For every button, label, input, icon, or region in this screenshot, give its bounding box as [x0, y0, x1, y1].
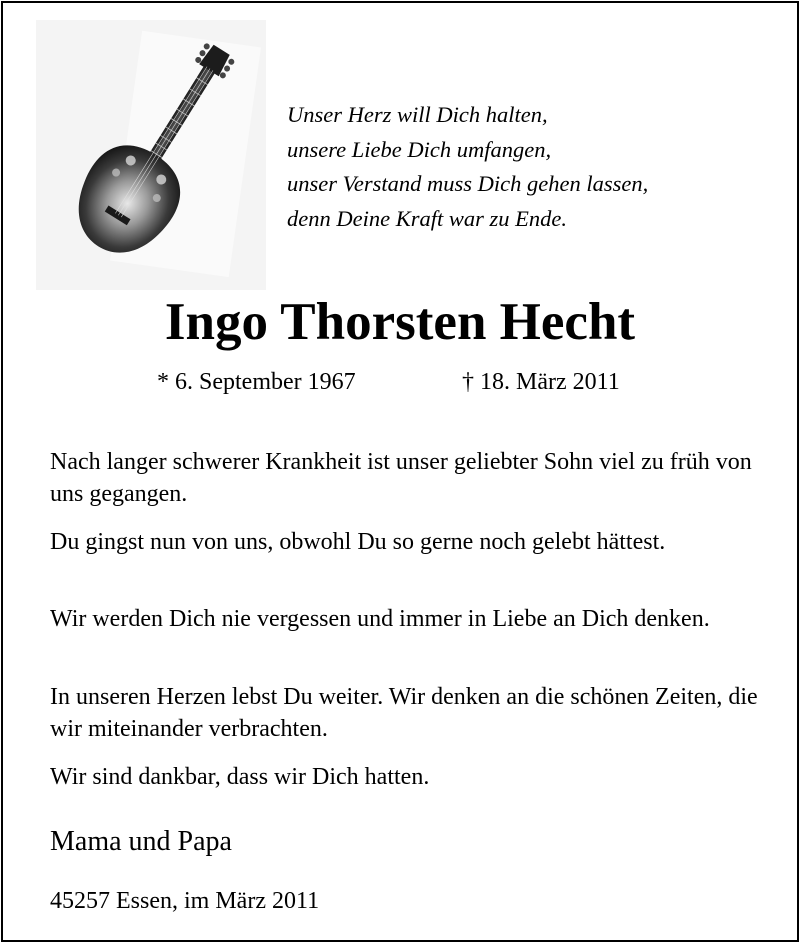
poem-verse — [287, 98, 648, 236]
place-date: 45257 Essen, im März 2011 — [50, 888, 320, 914]
poem-line: Unser Herz will Dich halten, — [287, 102, 548, 127]
deceased-name: Ingo Thorsten Hecht — [164, 293, 636, 351]
paragraph: Du gingst nun von uns, obwohl Du so gerne noch gelebt hättest. — [50, 529, 666, 555]
paragraph: In unseren Herzen lebst Du weiter. Wir denken an die schönen Zeiten, die wir miteinander verbrachten. — [50, 684, 758, 742]
guitar-icon — [36, 20, 266, 290]
birth-date: * 6. September 1967 — [157, 369, 356, 395]
guitar-photo — [36, 20, 266, 290]
poem-line: denn Deine Kraft war zu Ende. — [287, 205, 567, 231]
death-date: † 18. März 2011 — [462, 369, 620, 395]
paragraph: Nach langer schwerer Krankheit ist unser geliebter Sohn viel zu früh von uns gegangen. — [50, 449, 752, 507]
poem-line: unser Verstand muss Dich gehen lassen, — [287, 171, 649, 196]
poem-line: unsere Liebe Dich umfangen, — [287, 136, 552, 162]
paragraph: Wir sind dankbar, dass wir Dich hatten. — [50, 764, 430, 790]
signature: Mama und Papa — [50, 826, 232, 857]
paragraph: Wir werden Dich nie vergessen und immer in Liebe an Dich denken. — [50, 606, 710, 632]
